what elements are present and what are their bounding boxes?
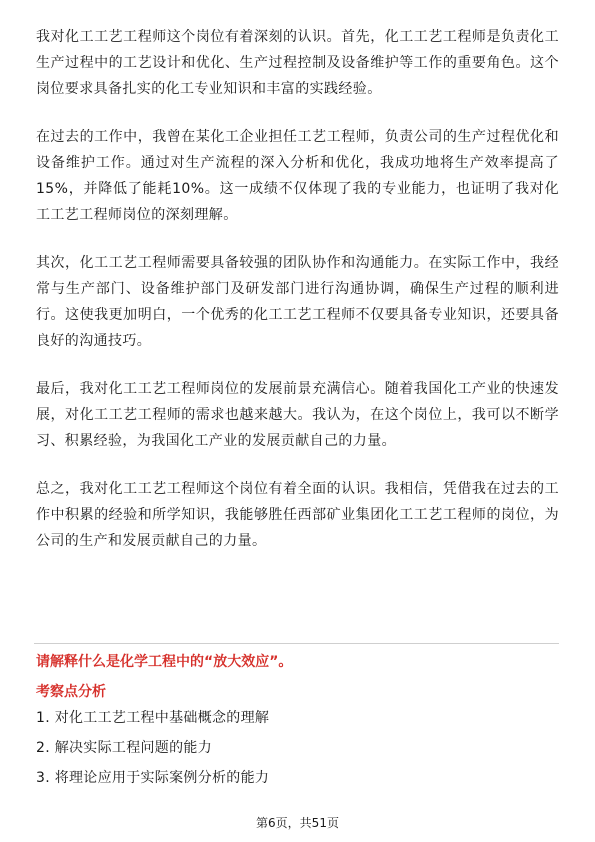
analysis-points-list [36,706,269,796]
section-divider [34,643,559,644]
answer-paragraph: 我对化工工艺工程师这个岗位有着深刻的认识。首先，化工工艺工程师是负责化工生产过程中的工艺设计和优化、生产过程控制及设备维护等工作的重要角色。这个岗位要求具备扎实的化工专业知识和丰富的实践经验。 [36,29,559,97]
answer-paragraph: 其次，化工工艺工程师需要具备较强的团队协作和沟通能力。在实际工作中，我经常与生产部门、设备维护部门及研发部门进行沟通协调，确保生产过程的顺利进行。这使我更加明白，一个优秀的化工工艺工程师不仅要具备专业知识，还要具备良好的沟通技巧。 [36,255,559,349]
answer-paragraph: 总之，我对化工工艺工程师这个岗位有着全面的认识。我相信，凭借我在过去的工作中积累的经验和所学知识，我能够胜任西部矿业集团化工工艺工程师的岗位，为公司的生产和发展贡献自己的力量。 [36,481,559,549]
analysis-point: 1. 对化工工艺工程中基础概念的理解 [36,710,270,726]
answer-body [36,24,559,554]
page-number: 第6页，共51页 [256,816,339,830]
analysis-heading: 考察点分析 [36,684,106,700]
analysis-point: 2. 解决实际工程问题的能力 [36,740,213,756]
analysis-point: 3. 将理论应用于实际案例分析的能力 [36,770,270,786]
answer-paragraph: 最后，我对化工工艺工程师岗位的发展前景充满信心。随着我国化工产业的快速发展，对化工工艺工程师的需求也越来越大。我认为，在这个岗位上，我可以不断学习、积累经验，为我国化工产业的发展贡献自己的力量。 [36,381,559,449]
question-heading: 请解释什么是化学工程中的“放大效应”。 [36,654,293,670]
answer-paragraph: 在过去的工作中，我曾在某化工企业担任工艺工程师，负责公司的生产过程优化和设备维护工作。通过对生产流程的深入分析和优化，我成功地将生产效率提高了15%，并降低了能耗10%。这一成绩不仅体现了我的专业能力，也证明了我对化工工艺工程师岗位的深刻理解。 [36,129,559,223]
